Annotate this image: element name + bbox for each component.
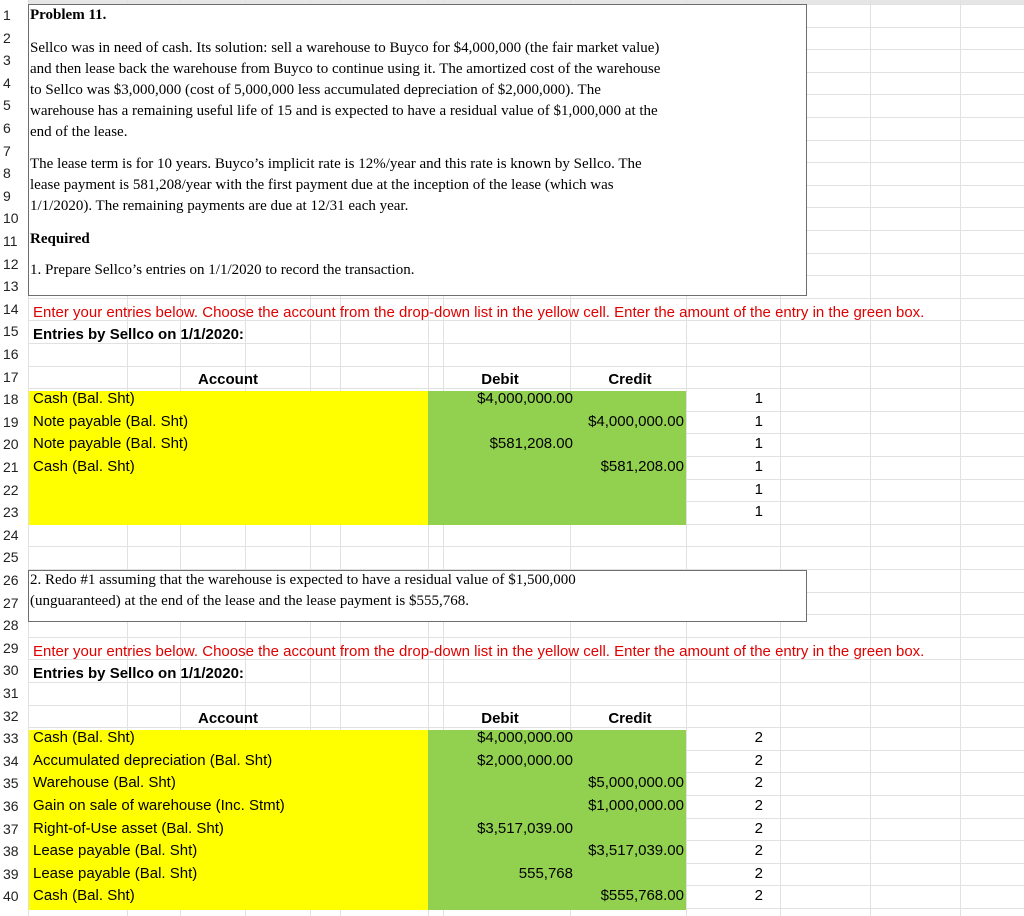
row-number[interactable]: 38 [3,843,19,859]
problem2-line1: 2. Redo #1 assuming that the warehouse is expected to have a residual value of $1,500,000 [30,572,576,588]
required-label: Required [30,231,90,247]
account-select[interactable]: Right-of-Use asset (Bal. Sht) [33,820,224,837]
problem-title: Problem 11. [30,7,107,23]
debit-input[interactable]: 555,768 [518,865,573,882]
row-number[interactable]: 20 [3,436,19,452]
credit-input[interactable]: $555,768.00 [600,887,684,904]
column-gridline [870,0,871,916]
part1-col-debit: Debit [481,371,519,388]
row-number[interactable]: 22 [3,482,19,498]
debit-input[interactable]: $2,000,000.00 [477,752,573,769]
check-flag: 1 [754,481,763,498]
problem-para1-line4: warehouse has a remaining useful life of 15 and is expected to have a residual value of $1,000,000 at the [30,103,658,119]
check-flag: 1 [754,390,763,407]
check-flag: 1 [754,413,763,430]
credit-input[interactable]: $1,000,000.00 [588,797,684,814]
row-gridline [28,705,1024,706]
problem-para1-line1: Sellco was in need of cash. Its solution: sell a warehouse to Buyco for $4,000,000 (the fair market value) [30,40,660,56]
row-number[interactable]: 36 [3,798,19,814]
problem-para2-line1: The lease term is for 10 years. Buyco’s implicit rate is 12%/year and this rate is known by Sellco. The [30,156,642,172]
row-number[interactable]: 30 [3,662,19,678]
check-flag: 2 [754,729,763,746]
part2-col-credit: Credit [608,710,652,727]
part2-col-debit: Debit [481,710,519,727]
row-number[interactable]: 15 [3,323,19,339]
row-gridline [28,546,1024,547]
row-number[interactable]: 24 [3,527,19,543]
account-select[interactable]: Note payable (Bal. Sht) [33,435,189,452]
row-number[interactable]: 1 [3,7,11,23]
part2-heading: Entries by Sellco on 1/1/2020: [33,665,244,682]
problem-para1-line2: and then lease back the warehouse from Buyco to continue using it. The amortized cost of the warehouse [30,61,661,77]
account-select[interactable]: Lease payable (Bal. Sht) [33,865,198,882]
row-number[interactable]: 3 [3,52,11,68]
row-number[interactable]: 14 [3,301,19,317]
row-number[interactable]: 11 [3,233,18,249]
credit-input[interactable]: $581,208.00 [600,458,684,475]
row-number[interactable]: 5 [3,97,11,113]
row-number[interactable]: 32 [3,708,19,724]
debit-input[interactable]: $3,517,039.00 [477,820,573,837]
row-number[interactable]: 16 [3,346,19,362]
check-flag: 2 [754,797,763,814]
row-number[interactable]: 2 [3,30,11,46]
row-number[interactable]: 4 [3,75,11,91]
row-number[interactable]: 8 [3,165,11,181]
row-number[interactable]: 29 [3,640,19,656]
problem-para2-line2: lease payment is 581,208/year with the first payment due at the inception of the lease (which was [30,177,614,193]
part1-instruction: Enter your entries below. Choose the account from the drop-down list in the yellow cell. Enter the amount of the entry in the green box. [33,304,925,321]
check-flag: 1 [754,458,763,475]
check-flag: 2 [754,842,763,859]
debit-input[interactable]: $581,208.00 [489,435,573,452]
row-number[interactable]: 33 [3,730,19,746]
check-flag: 2 [754,887,763,904]
check-flag: 2 [754,752,763,769]
row-number[interactable]: 25 [3,549,19,565]
row-number[interactable]: 26 [3,572,19,588]
check-flag: 1 [754,435,763,452]
row-number[interactable]: 7 [3,143,11,159]
check-flag: 2 [754,774,763,791]
check-flag: 1 [754,503,763,520]
row-number[interactable]: 19 [3,414,19,430]
row-number[interactable]: 17 [3,369,19,385]
row-number[interactable]: 13 [3,278,19,294]
row-number[interactable]: 23 [3,504,19,520]
row-number[interactable]: 10 [3,210,19,226]
account-select[interactable]: Accumulated depreciation (Bal. Sht) [33,752,273,769]
check-flag: 2 [754,865,763,882]
row-gridline [28,343,1024,344]
problem-para1-line3: to Sellco was $3,000,000 (cost of 5,000,000 less accumulated depreciation of $2,000,000). The [30,82,601,98]
row-gridline [28,298,1024,299]
account-select[interactable]: Lease payable (Bal. Sht) [33,842,198,859]
account-select[interactable]: Cash (Bal. Sht) [33,458,135,475]
row-gridline [28,682,1024,683]
row-number[interactable]: 34 [3,753,19,769]
credit-input[interactable]: $4,000,000.00 [588,413,684,430]
debit-input[interactable]: $4,000,000.00 [477,729,573,746]
part1-col-account: Account [198,371,258,388]
part1-col-credit: Credit [608,371,652,388]
row-number[interactable]: 12 [3,256,19,272]
requirement-1: 1. Prepare Sellco’s entries on 1/1/2020 to record the transaction. [30,262,415,278]
row-number[interactable]: 40 [3,888,19,904]
row-number[interactable]: 37 [3,821,19,837]
row-number[interactable]: 39 [3,866,19,882]
part2-instruction: Enter your entries below. Choose the account from the drop-down list in the yellow cell. Enter the amount of the entry in the green box. [33,643,925,660]
row-gridline [28,366,1024,367]
debit-input[interactable]: $4,000,000.00 [477,390,573,407]
account-select[interactable]: Cash (Bal. Sht) [33,390,135,407]
row-number[interactable]: 21 [3,459,19,475]
account-select[interactable]: Cash (Bal. Sht) [33,887,135,904]
credit-input[interactable]: $5,000,000.00 [588,774,684,791]
account-select[interactable]: Note payable (Bal. Sht) [33,413,189,430]
row-number[interactable]: 18 [3,391,19,407]
part2-col-account: Account [198,710,258,727]
row-number[interactable]: 28 [3,617,19,633]
row-number[interactable]: 31 [3,685,19,701]
credit-input[interactable]: $3,517,039.00 [588,842,684,859]
part1-heading: Entries by Sellco on 1/1/2020: [33,326,244,343]
row-number[interactable]: 6 [3,120,11,136]
problem2-line2: (unguaranteed) at the end of the lease and the lease payment is $555,768. [30,593,470,609]
account-select[interactable]: Cash (Bal. Sht) [33,729,135,746]
account-select[interactable]: Gain on sale of warehouse (Inc. Stmt) [33,797,285,814]
row-number[interactable]: 27 [3,595,19,611]
row-number[interactable]: 35 [3,775,19,791]
column-gridline [960,0,961,916]
problem-para1-line5: end of the lease. [30,124,128,140]
problem-para2-line3: 1/1/2020). The remaining payments are due at 12/31 each year. [30,198,409,214]
account-select[interactable]: Warehouse (Bal. Sht) [33,774,176,791]
check-flag: 2 [754,820,763,837]
row-gridline [28,637,1024,638]
row-number[interactable]: 9 [3,188,11,204]
